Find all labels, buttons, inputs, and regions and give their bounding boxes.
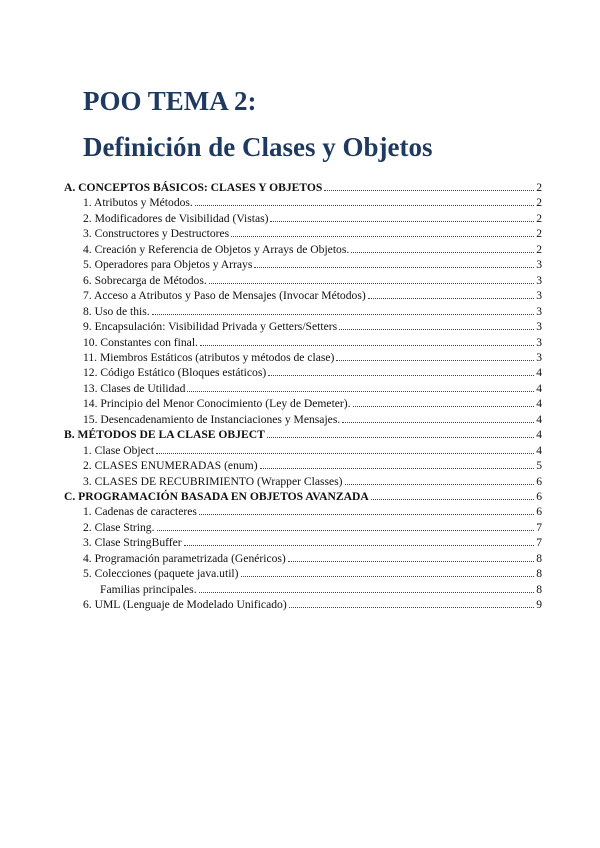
toc-entry-page-number: 4	[536, 366, 542, 380]
toc-entry-page-number: 3	[536, 258, 542, 272]
toc-entry-page-number: 4	[536, 412, 542, 426]
toc-dot-leader	[353, 405, 535, 407]
toc-entry-page-number: 9	[536, 598, 542, 612]
toc-entry-label: 5. Colecciones (paquete java.util)	[83, 567, 239, 581]
toc-entry[interactable]	[83, 274, 542, 288]
toc-dot-leader	[345, 483, 535, 485]
toc-section-entry[interactable]	[64, 181, 542, 195]
toc-entry-page-number: 7	[536, 520, 542, 534]
toc-entry[interactable]	[83, 212, 542, 226]
toc-entry[interactable]	[83, 351, 542, 365]
toc-entry-page-number: 2	[536, 242, 542, 256]
toc-entry-label: 1. Clase Object	[83, 443, 155, 457]
toc-entry-page-number: 2	[536, 227, 542, 241]
toc-entry-label: 3. Clase StringBuffer	[83, 536, 182, 550]
toc-entry-page-number: 3	[536, 350, 542, 364]
toc-entry[interactable]	[83, 336, 542, 350]
toc-dot-leader	[342, 421, 534, 423]
toc-entry-page-number: 8	[536, 582, 542, 596]
toc-dot-leader	[339, 328, 534, 330]
toc-entry-label: 1. Atributos y Métodos.	[83, 196, 193, 210]
toc-entry[interactable]	[83, 320, 542, 334]
toc-entry-label: 14. Principio del Menor Conocimiento (Ley de Demeter).	[83, 397, 351, 411]
toc-dot-leader	[260, 467, 535, 469]
toc-entry-label: 10. Constantes con final.	[83, 335, 198, 349]
toc-dot-leader	[231, 235, 534, 237]
toc-dot-leader	[267, 436, 534, 438]
toc-entry-label: C. PROGRAMACIÓN BASADA EN OBJETOS AVANZADA	[64, 490, 369, 503]
toc-dot-leader	[184, 544, 535, 546]
toc-dot-leader	[156, 452, 534, 454]
toc-entry[interactable]	[83, 459, 542, 473]
toc-entry-page-number: 2	[536, 211, 542, 225]
toc-entry-label: 4. Creación y Referencia de Objetos y Arrays de Objetos.	[83, 242, 350, 256]
toc-entry-label: 2. Modificadores de Visibilidad (Vistas)	[83, 211, 269, 225]
toc-entry[interactable]	[83, 536, 542, 550]
toc-entry-page-number: 8	[536, 551, 542, 565]
toc-entry-page-number: 4	[536, 428, 542, 442]
toc-entry-label: 7. Acceso a Atributos y Paso de Mensajes (Invocar Métodos)	[83, 289, 366, 303]
toc-entry-label: B. MÉTODOS DE LA CLASE OBJECT	[64, 428, 265, 442]
toc-dot-leader	[351, 251, 534, 253]
toc-entry-page-number: 4	[536, 397, 542, 411]
toc-entry-label: 9. Encapsulación: Visibilidad Privada y Getters/Setters	[83, 320, 338, 334]
toc-entry[interactable]	[83, 413, 542, 427]
toc-entry-page-number: 5	[536, 459, 542, 473]
toc-entry[interactable]	[83, 567, 542, 581]
toc-dot-leader	[324, 189, 534, 191]
toc-entry-page-number: 3	[536, 289, 542, 303]
document-title-line-2: Definición de Clases y Objetos	[83, 132, 433, 162]
toc-dot-leader	[209, 282, 534, 284]
toc-entry[interactable]	[83, 366, 542, 380]
toc-entry-label: 12. Código Estático (Bloques estáticos)	[83, 366, 267, 380]
toc-entry-label: 3. Constructores y Destructores	[83, 227, 230, 241]
toc-entry[interactable]	[83, 598, 542, 612]
toc-dot-leader	[199, 591, 535, 593]
toc-entry[interactable]	[83, 196, 542, 210]
toc-entry-page-number: 2	[536, 181, 542, 194]
toc-entry[interactable]	[83, 227, 542, 241]
toc-entry-label: 6. Sobrecarga de Métodos.	[83, 273, 207, 287]
toc-entry-label: 4. Programación parametrizada (Genéricos)	[83, 551, 286, 565]
toc-entry-page-number: 6	[536, 490, 542, 503]
toc-entry-label: 2. CLASES ENUMERADAS (enum)	[83, 459, 258, 473]
toc-section-entry[interactable]	[64, 490, 542, 504]
toc-entry-page-number: 6	[536, 474, 542, 488]
toc-entry[interactable]	[83, 243, 542, 257]
toc-entry[interactable]	[83, 289, 542, 303]
toc-dot-leader	[187, 390, 534, 392]
toc-entry[interactable]	[83, 505, 542, 519]
toc-entry-label: 13. Clases de Utilidad	[83, 381, 186, 395]
toc-dot-leader	[157, 529, 535, 531]
toc-entry-page-number: 3	[536, 304, 542, 318]
toc-dot-leader	[288, 560, 534, 562]
toc-entry-label: 5. Operadores para Objetos y Arrays	[83, 258, 253, 272]
toc-dot-leader	[268, 374, 534, 376]
toc-entry-label: 8. Uso de this.	[83, 304, 150, 318]
toc-entry[interactable]	[83, 552, 542, 566]
toc-entry[interactable]	[83, 444, 542, 458]
toc-dot-leader	[368, 297, 535, 299]
toc-entry-label: 1. Cadenas de caracteres	[83, 505, 197, 519]
toc-entry-page-number: 8	[536, 567, 542, 581]
toc-entry-page-number: 3	[536, 320, 542, 334]
toc-dot-leader	[241, 575, 535, 577]
toc-entry-label: 15. Desencadenamiento de Instanciaciones y Mensajes.	[83, 412, 341, 426]
toc-entry-label: 3. CLASES DE RECUBRIMIENTO (Wrapper Classes)	[83, 474, 343, 488]
toc-entry[interactable]	[83, 475, 542, 489]
toc-entry-label: 6. UML (Lenguaje de Modelado Unificado)	[83, 598, 287, 612]
toc-dot-leader	[289, 606, 535, 608]
toc-entry[interactable]	[83, 397, 542, 411]
toc-entry-label: 2. Clase String.	[83, 520, 155, 534]
toc-dot-leader	[199, 513, 534, 515]
toc-dot-leader	[200, 344, 534, 346]
toc-entry[interactable]	[83, 521, 542, 535]
toc-entry-label: Familias principales.	[100, 582, 197, 596]
toc-entry[interactable]	[83, 382, 542, 396]
toc-entry[interactable]	[83, 305, 542, 319]
document-title-line-1: POO TEMA 2:	[83, 86, 257, 116]
toc-entry-page-number: 3	[536, 273, 542, 287]
toc-entry[interactable]	[83, 258, 542, 272]
toc-dot-leader	[270, 220, 534, 222]
toc-entry-page-number: 3	[536, 335, 542, 349]
toc-dot-leader	[336, 359, 534, 361]
toc-dot-leader	[254, 266, 534, 268]
toc-entry-page-number: 2	[536, 196, 542, 210]
toc-entry-page-number: 4	[536, 443, 542, 457]
toc-dot-leader	[152, 313, 535, 315]
toc-entry-page-number: 6	[536, 505, 542, 519]
toc-entry[interactable]	[100, 583, 542, 597]
toc-entry-label: A. CONCEPTOS BÁSICOS: CLASES Y OBJETOS	[64, 181, 323, 194]
toc-entry-label: 11. Miembros Estáticos (atributos y métodos de clase)	[83, 350, 335, 364]
toc-entry-page-number: 4	[536, 381, 542, 395]
toc-dot-leader	[371, 498, 534, 500]
toc-entry-page-number: 7	[536, 536, 542, 550]
toc-section-entry[interactable]	[64, 428, 542, 442]
toc-dot-leader	[195, 204, 534, 206]
